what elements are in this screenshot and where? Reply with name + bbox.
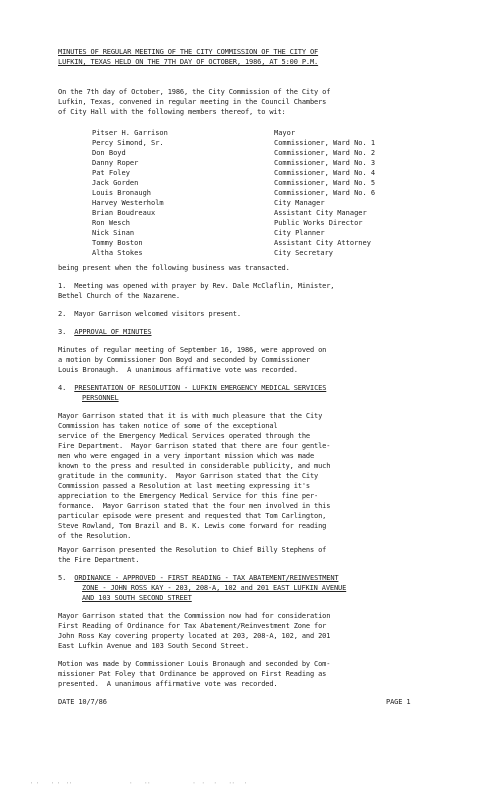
item-4-heading-row [58,384,326,392]
attendee-name: Brian Boudreaux [92,209,156,217]
item-4-body2-line-2: the Fire Department. [58,556,140,564]
roster-row [92,208,375,218]
item-4-body-line-6: known to the press and resulted in considerable publicity, and much [58,462,331,470]
item-4-body-line-5: men who were engaged in a very important mission which was made [58,452,315,460]
item-1-line-1: 1. Meeting was opened with prayer by Rev. Dale McClaflin, Minister, [58,282,335,290]
item-5-number: 5. [58,574,75,582]
attendee-title: Commissioner, Ward No. 6 [274,189,376,197]
intro-line-3: of City Hall with the following members thereof, to wit: [58,108,286,116]
item-5-body-line-1: Mayor Garrison stated that the Commission now had for consideration [58,612,331,620]
item-4-body-line-12: Steve Rowland, Tom Brazil and B. K. Lewis come forward for reading [58,522,327,530]
item-3-body-line-2: a motion by Commissioner Don Boyd and seconded by Commissioner [58,356,310,364]
attendee-name: Louis Bronaugh [92,189,152,197]
item-4-body-line-13: of the Resolution. [58,532,132,540]
item-2-text: 2. Mayor Garrison welcomed visitors present. [58,310,241,318]
item-4-body-line-11: particular episode were present and requested that Tom Carlington, [58,512,327,520]
roster-row [92,128,375,138]
item-4-heading-line-2: PERSONNEL [82,394,119,402]
attendee-title: Commissioner, Ward No. 3 [274,159,376,167]
attendee-roster [92,128,375,258]
roster-row [92,198,375,208]
attendee-name: Nick Sinan [92,229,135,237]
item-3-body-line-3: Louis Bronaugh. A unanimous affirmative vote was recorded. [58,366,298,374]
attendee-name: Altha Stokes [92,249,143,257]
roster-row [92,168,375,178]
item-4-body-line-3: service of the Emergency Medical Services operated through the [58,432,310,440]
item-4-body2-line-1: Mayor Garrison presented the Resolution to Chief Billy Stephens of [58,546,327,554]
item-4-body-line-7: gratitude in the community. Mayor Garrison stated that the City [58,472,319,480]
attendee-title: City Manager [274,199,325,207]
item-3-body-line-1: Minutes of regular meeting of September 16, 1986, were approved on [58,346,327,354]
item-5-heading-line-2: ZONE - JOHN ROSS KAY - 203, 208-A, 102 and 201 EAST LUFKIN AVENUE [82,584,347,592]
item-5-body-line-3: John Ross Kay covering property located at 203, 208-A, 102, and 201 [58,632,331,640]
item-3-heading: APPROVAL OF MINUTES [74,328,152,336]
intro-line-1: On the 7th day of October, 1986, the City Commission of the City of [58,88,331,96]
item-3-heading-row [58,328,152,336]
item-4-body-line-9: appreciation to the Emergency Medical Service for this fine per- [58,492,319,500]
item-3-number: 3. [58,328,75,336]
attendee-title: Mayor [274,129,296,137]
item-5-body-line-4: East Lufkin Avenue and 103 South Second Street. [58,642,250,650]
item-4-heading-line-1: PRESENTATION OF RESOLUTION - LUFKIN EMERGENCY MEDICAL SERVICES [74,384,327,392]
item-4-body-line-2: Commission has taken notice of some of the exceptional [58,422,278,430]
footer-date: DATE 10/7/86 [58,698,107,706]
attendee-name: Tommy Boston [92,239,143,247]
footer-page-number: PAGE 1 [386,698,411,706]
intro-line-2: Lufkin, Texas, convened in regular meeting in the Council Chambers [58,98,327,106]
roster-row [92,178,375,188]
present-line: being present when the following business was transacted. [58,264,290,272]
attendee-title: Commissioner, Ward No. 2 [274,149,376,157]
attendee-name: Don Boyd [92,149,126,157]
item-4-body-line-1: Mayor Garrison stated that it is with much pleasure that the City [58,412,323,420]
attendee-title: Assistant City Manager [274,209,367,217]
roster-row [92,248,375,258]
item-5-body2-line-3: presented. A unanimous affirmative vote was recorded. [58,680,278,688]
roster-row [92,138,375,148]
attendee-name: Percy Simond, Sr. [92,139,164,147]
roster-row [92,148,375,158]
roster-row [92,188,375,198]
attendee-name: Jack Gorden [92,179,139,187]
attendee-name: Ron Wesch [92,219,130,227]
attendee-name: Pitser H. Garrison [92,129,168,137]
minutes-heading-line-2: LUFKIN, TEXAS HELD ON THE 7TH DAY OF OCTOBER, 1986, AT 5:00 P.M. [58,58,319,66]
roster-row [92,238,375,248]
item-5-heading-line-1: ORDINANCE - APPROVED - FIRST READING - TAX ABATEMENT/REINVESTMENT [74,574,339,582]
attendee-name: Pat Foley [92,169,130,177]
roster-row [92,228,375,238]
item-1-line-2: Bethel Church of the Nazarene. [58,292,180,300]
attendee-title: Commissioner, Ward No. 1 [274,139,376,147]
roster-row [92,158,375,168]
item-4-body-line-10: formance. Mayor Garrison stated that the four men involved in this [58,502,331,510]
attendee-name: Danny Roper [92,159,139,167]
attendee-title: City Planner [274,229,325,237]
item-5-heading-row [58,574,338,582]
scan-artifacts: ' ' ' ' '' ' '' ' ' ' '' ' [30,782,247,788]
roster-row [92,218,375,228]
item-4-body-line-4: Fire Department. Mayor Garrison stated that there are four gentle- [58,442,331,450]
minutes-heading-line-1: MINUTES OF REGULAR MEETING OF THE CITY COMMISSION OF THE CITY OF [58,48,319,56]
item-5-body2-line-1: Motion was made by Commissioner Louis Bronaugh and seconded by Com- [58,660,331,668]
item-4-number: 4. [58,384,75,392]
item-5-heading-line-3: AND 103 SOUTH SECOND STREET [82,594,192,602]
item-5-body-line-2: First Reading of Ordinance for Tax Abatement/Reinvestment Zone for [58,622,327,630]
item-5-body2-line-2: missioner Pat Foley that Ordinance be approved on First Reading as [58,670,327,678]
attendee-title: Commissioner, Ward No. 4 [274,169,376,177]
attendee-title: City Secretary [274,249,334,257]
attendee-title: Public Works Director [274,219,363,227]
attendee-title: Assistant City Attorney [274,239,371,247]
attendee-title: Commissioner, Ward No. 5 [274,179,376,187]
attendee-name: Harvey Westerholm [92,199,164,207]
item-4-body-line-8: Commission passed a Resolution at last meeting expressing it's [58,482,310,490]
